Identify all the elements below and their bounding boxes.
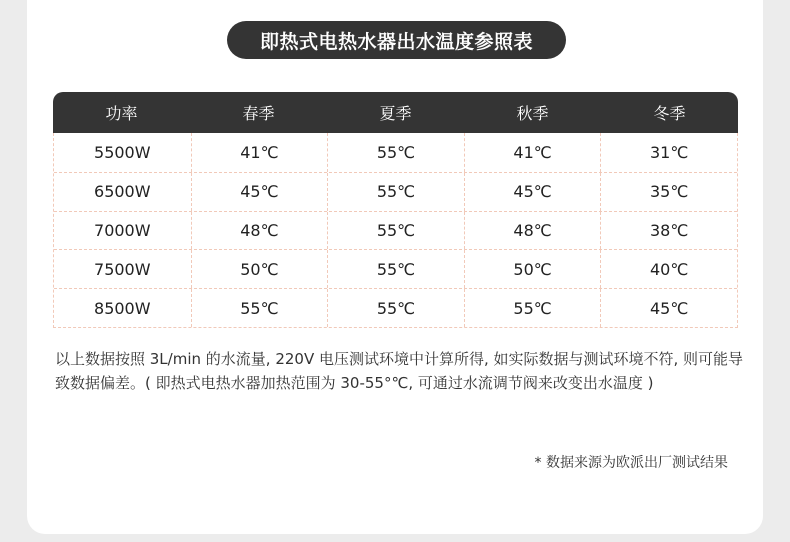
cell-spring: 45℃ (191, 173, 328, 211)
cell-power: 8500W (94, 298, 151, 318)
data-source-note: * 数据来源为欧派出厂测试结果 (534, 455, 728, 471)
cell-summer: 55℃ (327, 289, 464, 327)
cell-spring: 41℃ (191, 133, 328, 172)
cell-autumn: 45℃ (464, 173, 601, 211)
table-body (53, 133, 738, 328)
test-conditions-note: 以上数据按照 3L/min 的水流量, 220V 电压测试环境中计算所得, 如实际数据与测试环境不符, 则可能导致数据偏差。( 即热式电热水器加热范围为 30-55°℃, 可通过水流调节阀来改变出水温度 ) (55, 350, 744, 392)
cell-spring: 55℃ (191, 289, 328, 327)
table-row (54, 172, 737, 211)
table-row (54, 133, 737, 172)
cell-power: 5500W (94, 142, 151, 162)
cell-power: 7000W (94, 220, 151, 240)
header-power: 功率 (105, 104, 138, 123)
cell-power: 7500W (94, 259, 151, 279)
table-header (53, 92, 738, 133)
cell-summer: 55℃ (327, 250, 464, 288)
cell-winter: 40℃ (600, 250, 737, 288)
table-row (54, 288, 737, 327)
table-row (54, 249, 737, 288)
cell-power: 6500W (94, 182, 151, 202)
cell-winter: 38℃ (600, 212, 737, 250)
temperature-table (53, 92, 738, 328)
table-row (54, 211, 737, 250)
cell-autumn: 50℃ (464, 250, 601, 288)
cell-spring: 50℃ (191, 250, 328, 288)
cell-summer: 55℃ (327, 173, 464, 211)
cell-winter: 31℃ (600, 133, 737, 172)
cell-autumn: 55℃ (464, 289, 601, 327)
header-summer: 夏季 (379, 104, 412, 123)
cell-autumn: 41℃ (464, 133, 601, 172)
page-title: 即热式电热水器出水温度参照表 (227, 21, 566, 59)
cell-autumn: 48℃ (464, 212, 601, 250)
cell-summer: 55℃ (327, 133, 464, 172)
header-winter: 冬季 (653, 104, 686, 123)
cell-winter: 45℃ (600, 289, 737, 327)
cell-summer: 55℃ (327, 212, 464, 250)
cell-winter: 35℃ (600, 173, 737, 211)
header-spring: 春季 (242, 104, 275, 123)
header-autumn: 秋季 (516, 104, 549, 123)
cell-spring: 48℃ (191, 212, 328, 250)
